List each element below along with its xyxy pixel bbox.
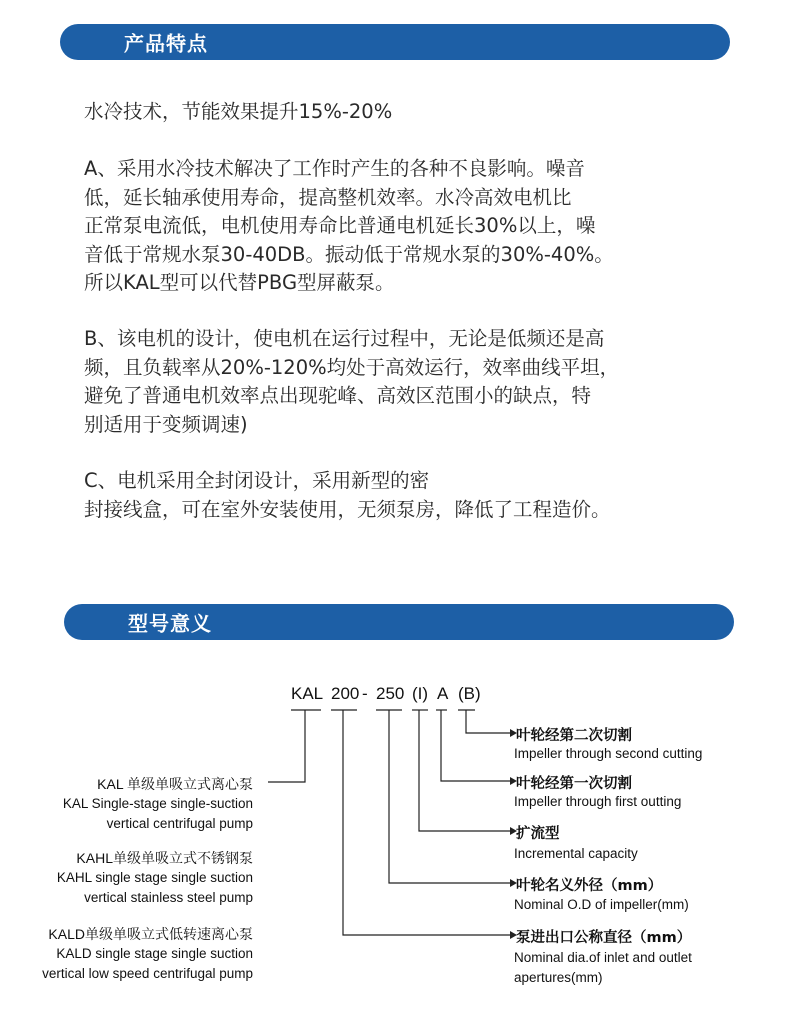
connector-flow [419, 710, 510, 831]
code-impeller-dia: 250 [376, 684, 405, 703]
label-cut1-cn: 叶轮经第一次切割 [516, 776, 632, 792]
paragraph-c: C、电机采用全封闭设计，采用新型的密 封接线盒，可在室外安装使用，无须泵房，降低了工程造价。 [84, 469, 611, 521]
connector-cut1 [441, 710, 510, 781]
connector-kal [268, 710, 305, 782]
label-cut1-en: Impeller through first outting [514, 794, 682, 809]
connector-inlet [343, 710, 510, 935]
code-dash: - [362, 684, 368, 703]
code-cut2: (B) [458, 684, 481, 703]
code-flow: (I) [412, 684, 429, 703]
label-inlet-cn: 泵进出口公称直径（mm） [516, 930, 692, 946]
label-inlet-en: Nominal dia.of inlet and outlet [514, 950, 692, 965]
left-label-kahl: KAHL单级单吸立式不锈钢泵 KAHL single stage single suction vertical stainless steel pump [56, 850, 253, 905]
code-inlet-dia: 200 [331, 684, 360, 703]
model-code-diagram [0, 660, 790, 1020]
paragraph-a: A、采用水冷技术解决了工作时产生的各种不良影响。噪音 低，延长轴承使用寿命，提高整机效率。水冷高效电机比 正常泵电流低，电机使用寿命比普通电机延长30%以上，噪 音低于常规水泵30-40DB。振动低于常规水泵的30%-40%。 所以KAL型可以代替PBG型屏蔽泵。 [84, 157, 614, 294]
left-label-kald: KALD单级单吸立式低转速离心泵 KALD single stage single suction vertical low speed centrifugal pump [42, 926, 253, 981]
model-header-bar [64, 604, 734, 640]
label-inlet-en2: apertures(mm) [514, 970, 603, 985]
features-title: 产品特点 [124, 31, 208, 56]
code-cut1: A [437, 684, 449, 703]
label-flow-en: Incremental capacity [514, 846, 638, 861]
code-kal: KAL [291, 684, 324, 703]
intro-text: 水冷技术，节能效果提升15%-20% [84, 100, 393, 123]
features-header-bar [60, 24, 730, 60]
connector-impeller [389, 710, 510, 883]
label-impeller-cn: 叶轮名义外径（mm） [516, 878, 663, 894]
connector-cut2 [466, 710, 510, 733]
label-impeller-en: Nominal O.D of impeller(mm) [514, 897, 689, 912]
model-title: 型号意义 [128, 611, 212, 636]
paragraph-b: B、该电机的设计，使电机在运行过程中，无论是低频还是高 频，且负载率从20%-120%均处于高效运行，效率曲线平坦， 避免了普通电机效率点出现驼峰、高效区范围小的缺点，特 别适用于变频调速) [84, 327, 620, 436]
label-cut2-cn: 叶轮经第二次切割 [516, 728, 632, 744]
left-label-kal: KAL 单级单吸立式离心泵 KAL Single-stage single-suction vertical centrifugal pump [62, 776, 253, 831]
label-flow-cn: 扩流型 [516, 826, 560, 842]
label-cut2-en: Impeller through second cutting [514, 746, 703, 761]
